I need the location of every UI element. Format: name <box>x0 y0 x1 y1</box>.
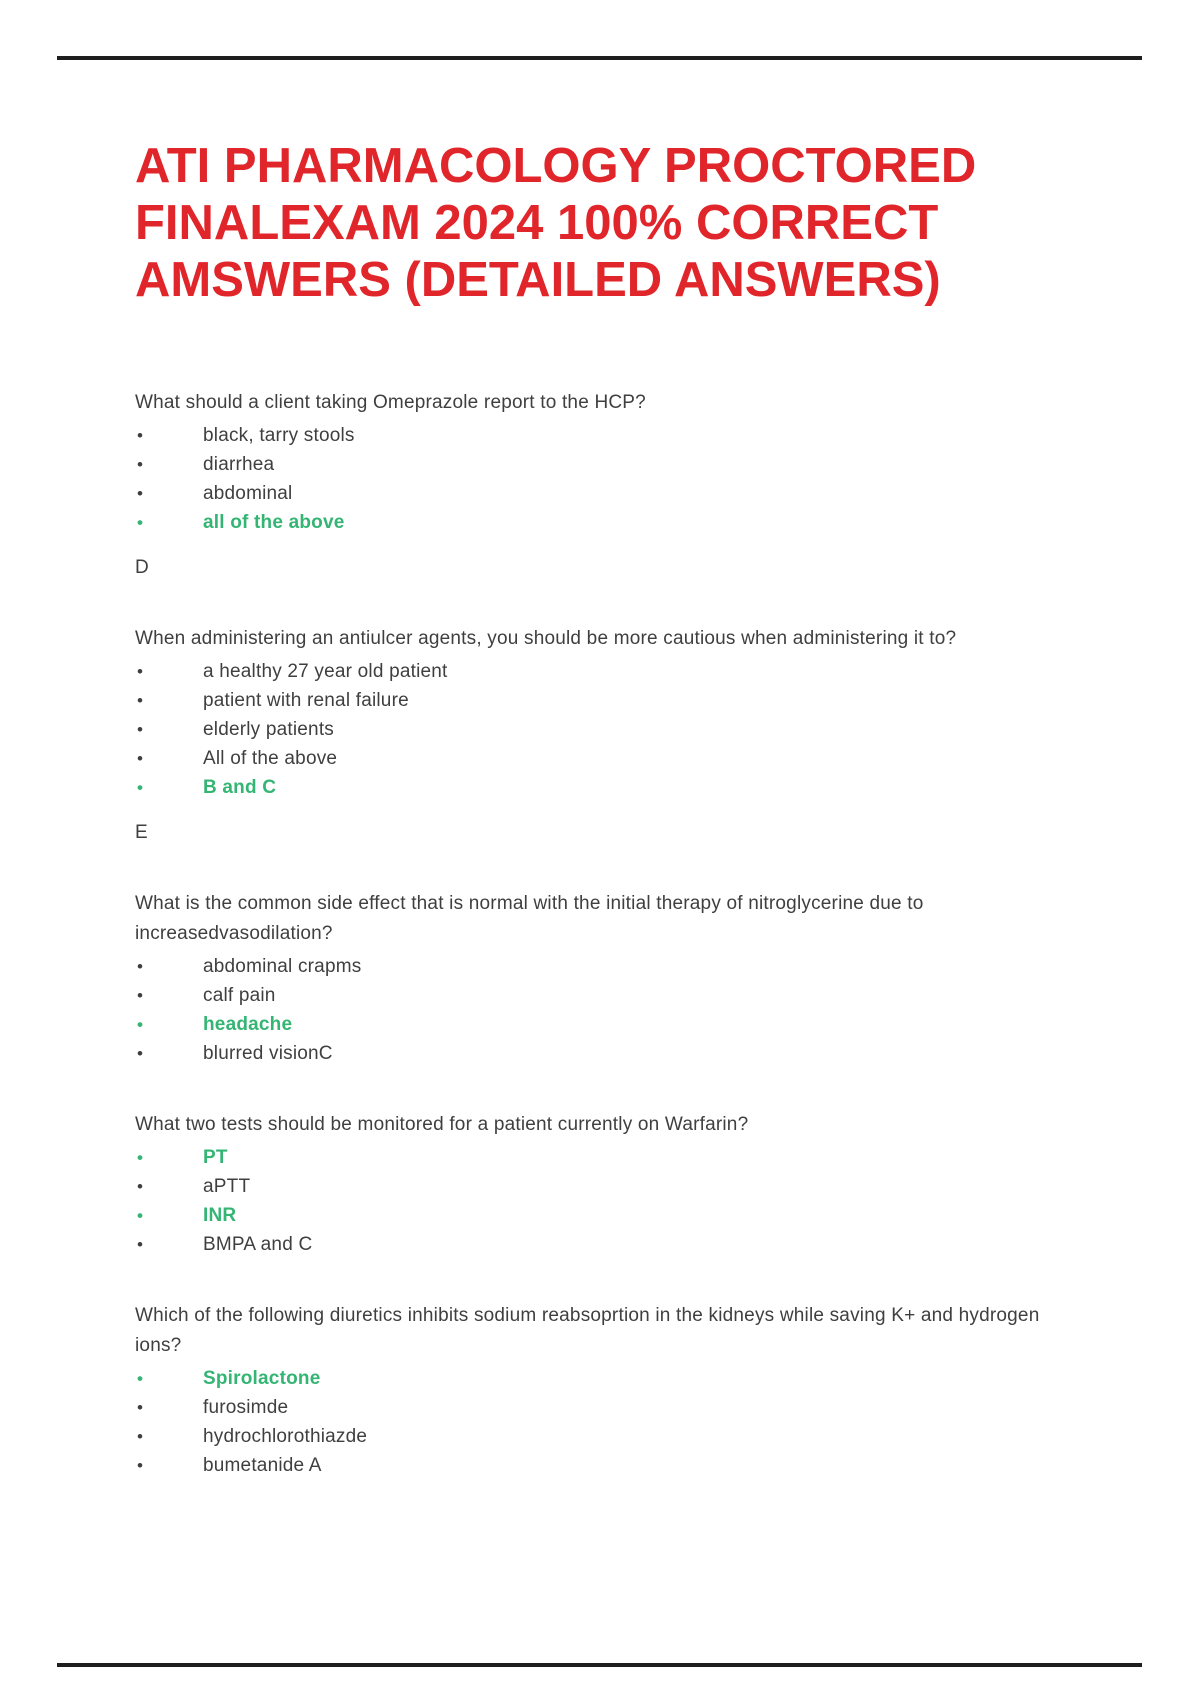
option-item <box>135 952 1085 981</box>
option-text: PT <box>203 1147 228 1168</box>
option-item-correct-answer <box>135 773 1085 802</box>
bullet-icon: • <box>137 513 144 532</box>
bullet-icon: • <box>137 662 144 681</box>
question-block <box>135 1301 1085 1480</box>
option-text: abdominal <box>203 483 293 504</box>
question-text: When administering an antiulcer agents, you should be more cautious when administering it to? <box>135 628 957 649</box>
question-block <box>135 388 1085 582</box>
bullet-icon: • <box>137 1427 144 1446</box>
bullet-icon: • <box>137 1206 144 1225</box>
bullet-icon: • <box>137 1177 144 1196</box>
bullet-icon: • <box>137 426 144 445</box>
option-item <box>135 981 1085 1010</box>
bullet-icon: • <box>137 778 144 797</box>
bullet-icon: • <box>137 1398 144 1417</box>
option-item <box>135 1172 1085 1201</box>
option-text: furosimde <box>203 1397 289 1418</box>
option-text: abdominal crapms <box>203 956 362 977</box>
option-text: blurred visionC <box>203 1043 333 1064</box>
option-item <box>135 1230 1085 1259</box>
option-text: All of the above <box>203 748 338 769</box>
options-list <box>135 1143 1085 1259</box>
option-item <box>135 686 1085 715</box>
bullet-icon: • <box>137 455 144 474</box>
option-text: black, tarry stools <box>203 425 355 446</box>
bullet-icon: • <box>137 1456 144 1475</box>
option-item <box>135 1451 1085 1480</box>
question-text: What should a client taking Omeprazole report to the HCP? <box>135 392 646 413</box>
answer-letter: D <box>135 557 149 578</box>
question-block <box>135 889 1085 1068</box>
title-line: AMSWERS (DETAILED ANSWERS) <box>135 253 941 307</box>
question-text: Which of the following diuretics inhibits sodium reabsoprtion in the kidneys while saving K+ and hydrogen ions? <box>135 1305 1040 1356</box>
option-text: BMPA and C <box>203 1234 313 1255</box>
bullet-icon: • <box>137 749 144 768</box>
option-text: patient with renal failure <box>203 690 409 711</box>
answer-letter: E <box>135 822 148 843</box>
option-item-correct-answer <box>135 1201 1085 1230</box>
bullet-icon: • <box>137 691 144 710</box>
option-item <box>135 715 1085 744</box>
options-list <box>135 421 1085 537</box>
option-item-correct-answer <box>135 1364 1085 1393</box>
option-text: a healthy 27 year old patient <box>203 661 448 682</box>
option-text: elderly patients <box>203 719 334 740</box>
option-item-correct-answer <box>135 1143 1085 1172</box>
bullet-icon: • <box>137 1015 144 1034</box>
option-text: aPTT <box>203 1176 251 1197</box>
option-item <box>135 421 1085 450</box>
option-text: Spirolactone <box>203 1368 321 1389</box>
option-text: bumetanide A <box>203 1455 322 1476</box>
bullet-icon: • <box>137 986 144 1005</box>
option-text: diarrhea <box>203 454 275 475</box>
question-block <box>135 1110 1085 1259</box>
option-item <box>135 1393 1085 1422</box>
document-title <box>135 0 1085 309</box>
option-text: hydrochlorothiazde <box>203 1426 368 1447</box>
bottom-rule-divider <box>57 1663 1142 1667</box>
option-text: B and C <box>203 777 277 798</box>
bullet-icon: • <box>137 1369 144 1388</box>
options-list <box>135 657 1085 802</box>
bullet-icon: • <box>137 1044 144 1063</box>
option-item <box>135 744 1085 773</box>
option-text: all of the above <box>203 512 345 533</box>
bullet-icon: • <box>137 1148 144 1167</box>
page-content <box>135 0 1085 1480</box>
questions-section <box>135 388 1085 1480</box>
option-text: headache <box>203 1014 293 1035</box>
title-line: ATI PHARMACOLOGY PROCTORED <box>135 139 977 193</box>
option-item-correct-answer <box>135 508 1085 537</box>
option-item <box>135 1422 1085 1451</box>
question-text: What two tests should be monitored for a patient currently on Warfarin? <box>135 1114 749 1135</box>
option-item <box>135 657 1085 686</box>
bullet-icon: • <box>137 957 144 976</box>
option-text: INR <box>203 1205 237 1226</box>
options-list <box>135 952 1085 1068</box>
option-item <box>135 1039 1085 1068</box>
bullet-icon: • <box>137 720 144 739</box>
question-text: What is the common side effect that is normal with the initial therapy of nitroglycerine due to increasedvasodilation? <box>135 893 924 944</box>
option-item <box>135 450 1085 479</box>
option-item-correct-answer <box>135 1010 1085 1039</box>
question-block <box>135 624 1085 847</box>
title-line: FINALEXAM 2024 100% CORRECT <box>135 196 939 250</box>
option-text: calf pain <box>203 985 276 1006</box>
options-list <box>135 1364 1085 1480</box>
option-item <box>135 479 1085 508</box>
bullet-icon: • <box>137 1235 144 1254</box>
bullet-icon: • <box>137 484 144 503</box>
